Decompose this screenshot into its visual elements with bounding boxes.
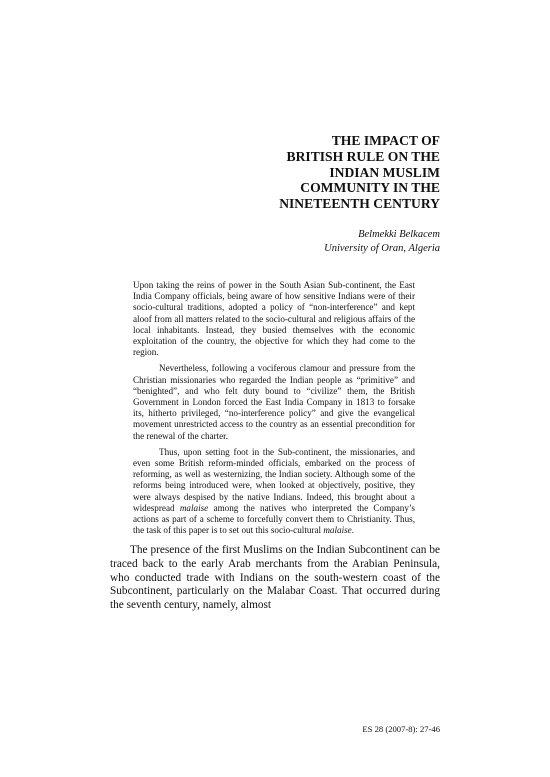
- abstract-text: among the natives who interpreted the Company’s actions as part of a scheme to forcefully convert them to Christianity. Thus, the task of this paper is to set out this socio-cultural: [133, 502, 415, 536]
- journal-citation: ES 28 (2007-8): 27-46: [362, 724, 440, 734]
- title-line: INDIAN MUSLIM: [329, 164, 440, 180]
- title-line: NINETEENTH CENTURY: [279, 196, 440, 212]
- abstract-text: Thus, upon setting foot in the Sub-continent, the missionaries, and even some British reform-minded officials, embarked on the process of reforming, as well as westernizing, the Indian society. Although some of the reforms being introduced were, when looked at objectively, positive, they were always despised by the native Indians. Indeed, this brought about a widespread: [133, 446, 415, 513]
- author-affiliation: University of Oran, Algeria: [324, 242, 440, 254]
- title-line: COMMUNITY IN THE: [300, 180, 440, 196]
- abstract-emphasis: malaise: [179, 502, 209, 513]
- body-paragraph: The presence of the first Muslims on the Indian Subcontinent can be traced back to the early Arab merchants from the Arabian Peninsula, who conducted trade with Indians on the south-western coast of the Subcontinent, particularly on the Malabar Coast. That occurred during the seventh century, namely, almost: [110, 544, 440, 612]
- author-block: [180, 228, 440, 255]
- abstract-paragraph: Upon taking the reins of power in the South Asian Sub-continent, the East India Company officials, being aware of how sensitive Indians were of their socio-cultural traditions, adopted a policy of “non-interference” and kept aloof from all matters related to the socio-cultural and religious affairs of the local inhabitants. Instead, they busied themselves with the economic exploitation of the country, the objective for which they had come to the region.: [133, 280, 415, 358]
- title-line: BRITISH RULE ON THE: [286, 148, 440, 164]
- abstract: [133, 280, 415, 541]
- article-title: [180, 133, 440, 212]
- abstract-paragraph: [133, 447, 415, 537]
- abstract-text: .: [351, 525, 354, 536]
- body-text: [110, 544, 440, 613]
- author-name: Belmekki Belkacem: [358, 229, 440, 240]
- abstract-paragraph: Nevertheless, following a vociferous clamour and pressure from the Christian missionaries who regarded the Indian people as “primitive” and “benighted”, and who felt duty bound to “civilize” them, the British Government in London forced the East India Company in 1813 to forsake its, hitherto privileged, “no-interference policy” and give the evangelical movement unrestricted access to the country as an essential precondition for the renewal of the charter.: [133, 363, 415, 441]
- abstract-emphasis: malaise: [323, 525, 352, 536]
- title-line: THE IMPACT OF: [331, 133, 440, 148]
